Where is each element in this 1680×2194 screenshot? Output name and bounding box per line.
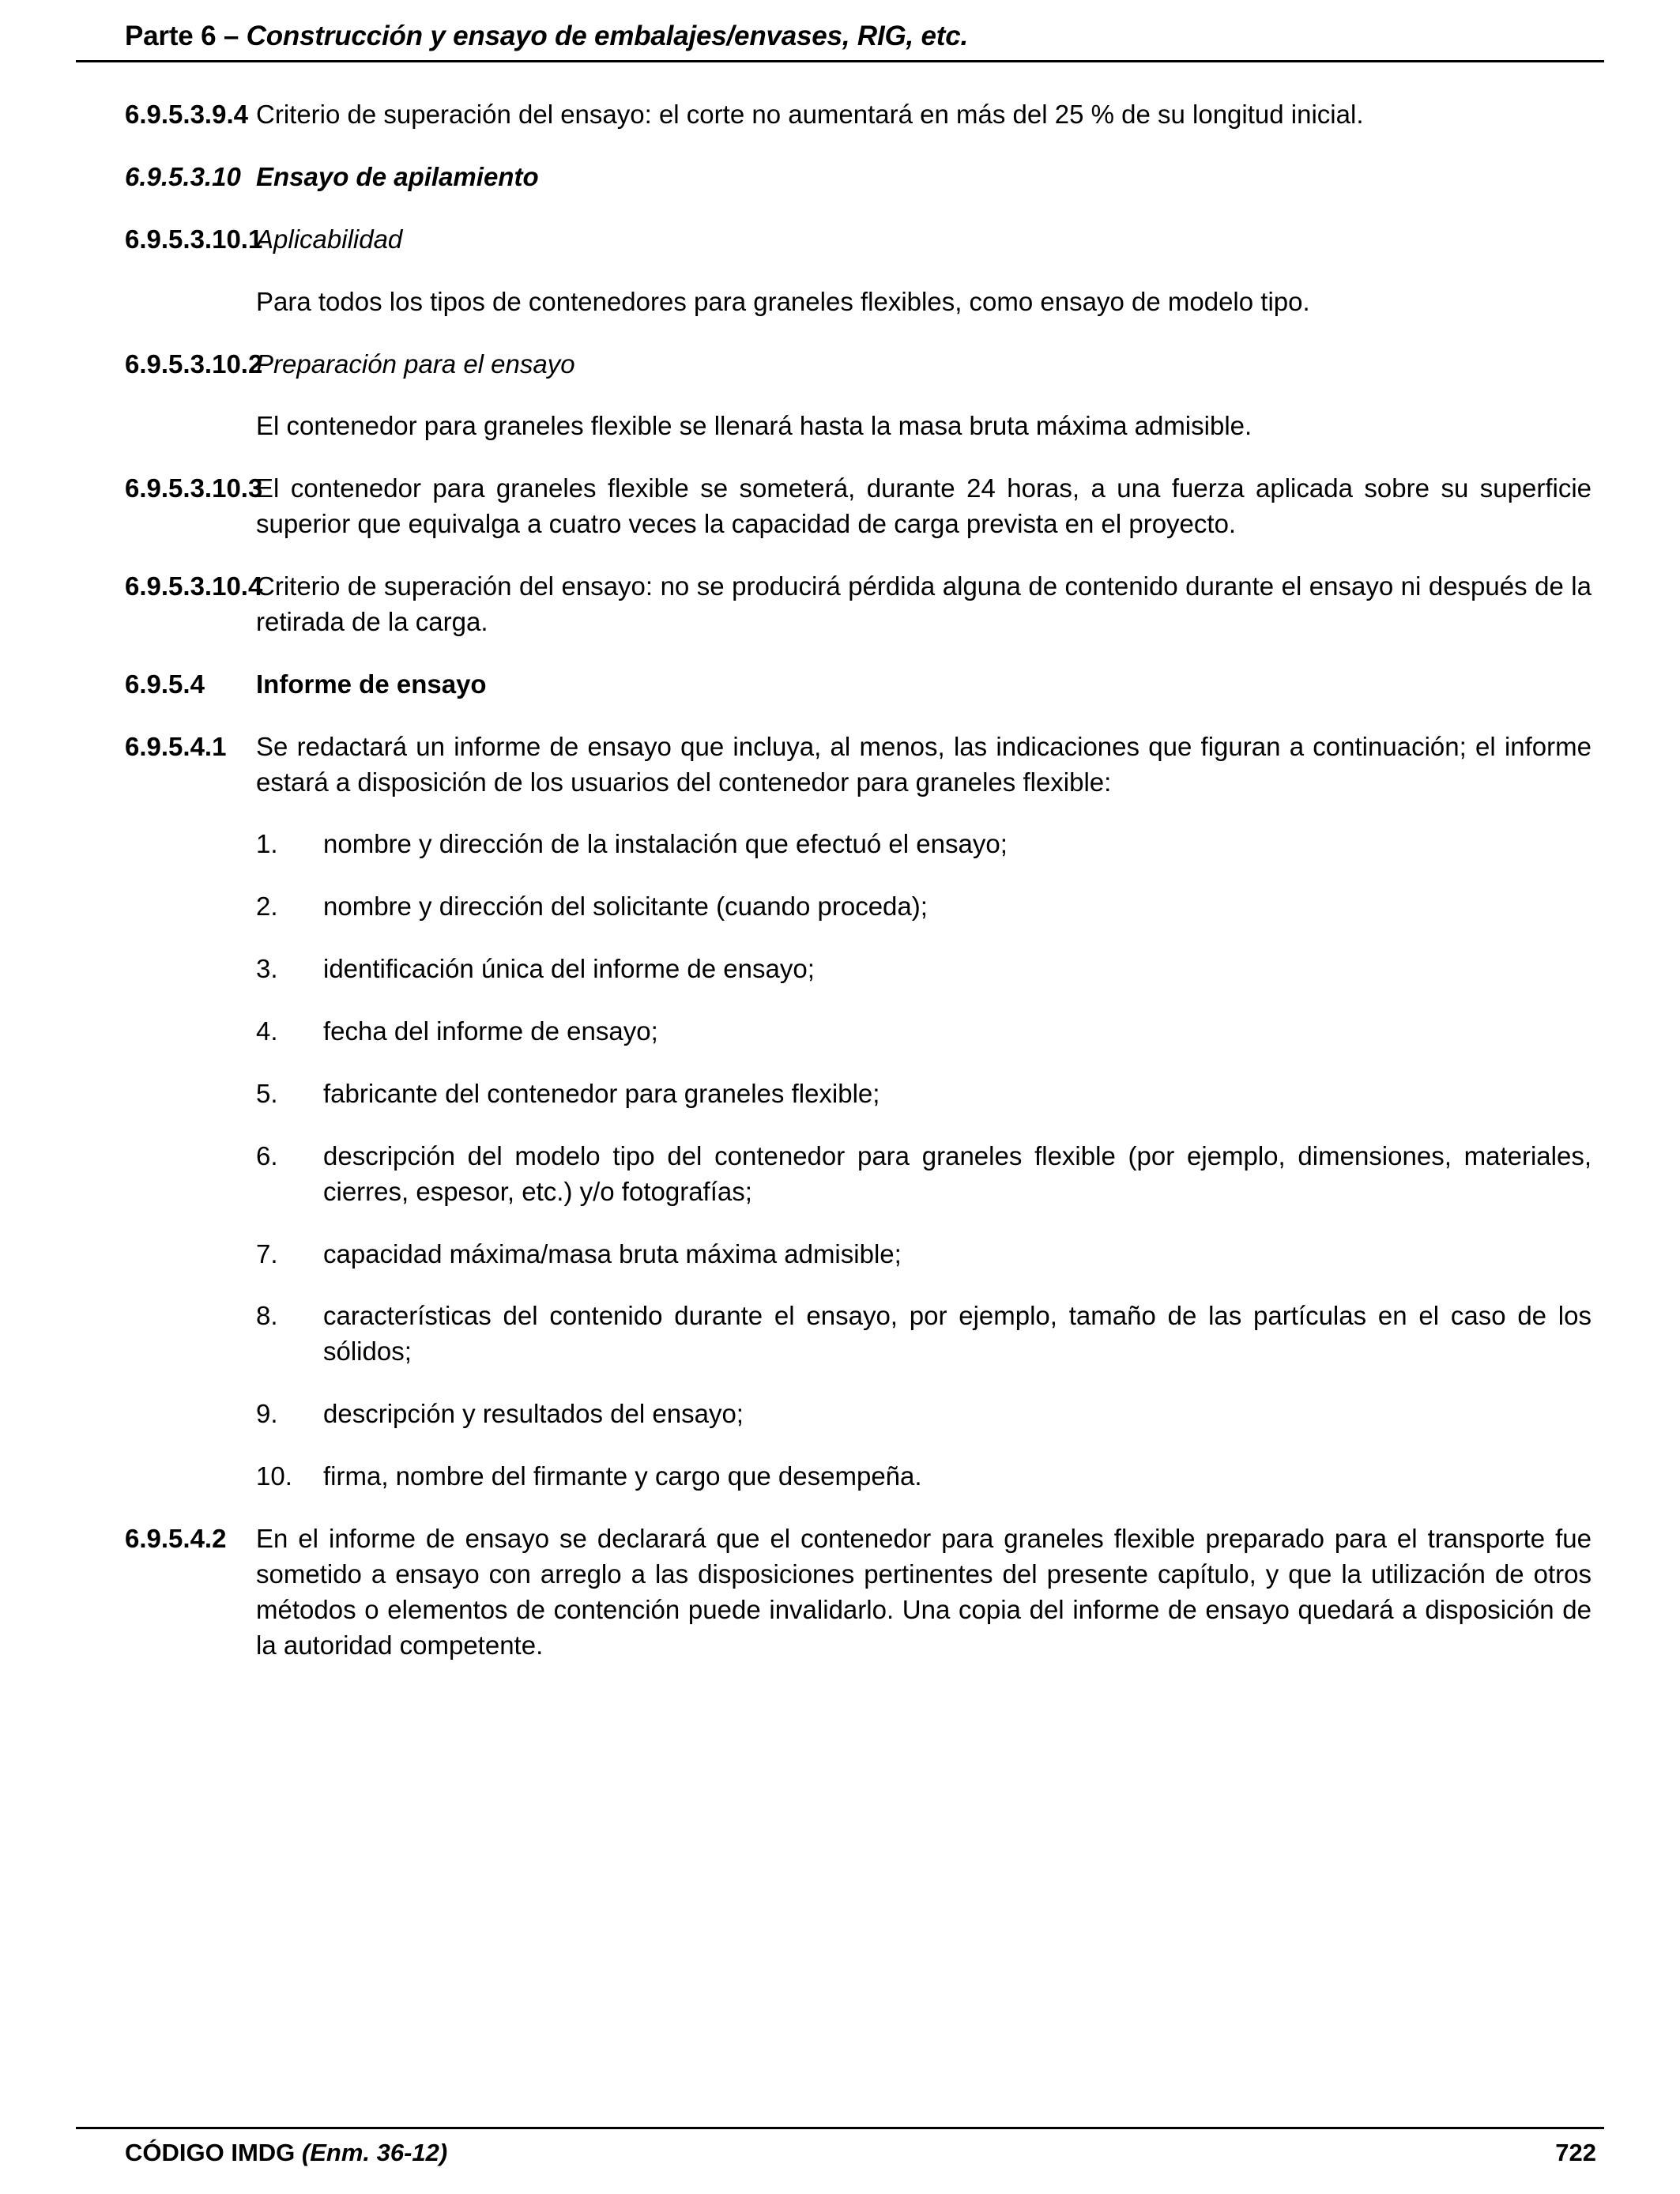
list-item xyxy=(76,889,1604,925)
list-item xyxy=(76,827,1604,862)
list-item-marker: 7. xyxy=(256,1238,278,1269)
clause-heading-text: Aplicabilidad xyxy=(256,224,403,254)
clause-text: Para todos los tipos de contenedores para graneles flexibles, como ensayo de modelo tipo. xyxy=(256,286,1310,316)
clause-number: 6.9.5.4.1 xyxy=(125,731,227,761)
list-item xyxy=(76,1459,1604,1495)
clause-text: El contenedor para graneles flexible se someterá, durante 24 horas, a una fuerza aplicada sobre su superficie superior que equivalga a cuatro veces la capacidad de carga prevista en el proyecto. xyxy=(256,473,1591,539)
clause-6-9-5-3-10-1 xyxy=(76,222,1604,258)
list-item-marker: 6. xyxy=(256,1140,278,1171)
list-item-text: fabricante del contenedor para graneles flexible; xyxy=(323,1078,880,1108)
clause-number: 6.9.5.3.10.4 xyxy=(125,571,263,601)
list-item-marker: 5. xyxy=(256,1078,278,1108)
list-item-text: firma, nombre del firmante y cargo que desempeña. xyxy=(323,1461,922,1491)
clause-heading-text: Preparación para el ensayo xyxy=(256,349,575,379)
list-item-marker: 1. xyxy=(256,829,278,859)
header-title xyxy=(125,21,1604,52)
clause-6-9-5-3-10-1-paragraph xyxy=(76,285,1604,320)
list-item-marker: 10. xyxy=(256,1461,292,1491)
list-item-marker: 2. xyxy=(256,892,278,922)
list-item-text: descripción y resultados del ensayo; xyxy=(323,1399,744,1429)
clause-number: 6.9.5.3.9.4 xyxy=(125,100,248,129)
clause-text: Criterio de superación del ensayo: no se producirá pérdida alguna de contenido durante el ensayo ni después de la retirada de la carga. xyxy=(256,571,1591,636)
clause-number: 6.9.5.4.2 xyxy=(125,1523,227,1553)
list-item-marker: 3. xyxy=(256,954,278,984)
list-item-marker: 9. xyxy=(256,1399,278,1429)
page-header xyxy=(76,21,1604,62)
list-item xyxy=(76,1076,1604,1112)
footer-amendment: (Enm. 36-12) xyxy=(301,2139,448,2166)
list-item-text: descripción del modelo tipo del contenedor para graneles flexible (por ejemplo, dimensiones, materiales, cierres, espesor, etc.) y/o fotografías; xyxy=(323,1140,1591,1206)
clause-6-9-5-3-10-4 xyxy=(76,569,1604,640)
clause-6-9-5-3-10-2-paragraph xyxy=(76,409,1604,444)
clause-number: 6.9.5.3.10 xyxy=(125,161,241,191)
clause-text: Se redactará un informe de ensayo que incluya, al menos, las indicaciones que figuran a continuación; el informe estará a disposición de los usuarios del contenedor para graneles flexible: xyxy=(256,731,1591,797)
list-item-text: nombre y dirección del solicitante (cuando proceda); xyxy=(323,892,928,922)
clause-text: Criterio de superación del ensayo: el corte no aumentará en más del 25 % de su longitud inicial. xyxy=(256,100,1364,129)
page-number: 722 xyxy=(1555,2139,1596,2166)
clause-text: En el informe de ensayo se declarará que el contenedor para graneles flexible preparado para el transporte fue sometido a ensayo con arreglo a las disposiciones pertinentes del presente capítulo, y que la utilización de otros métodos o elementos de contención puede invalidarlo. Una copia del informe de ensayo quedará a disposición de la autoridad competente. xyxy=(256,1523,1591,1660)
list-item xyxy=(76,1014,1604,1050)
clause-6-9-5-3-10-2 xyxy=(76,347,1604,383)
list-item-marker: 4. xyxy=(256,1016,278,1046)
clause-heading-text: Ensayo de apilamiento xyxy=(256,161,539,191)
clause-text: El contenedor para graneles flexible se llenará hasta la masa bruta máxima admisible. xyxy=(256,411,1252,441)
list-item-text: nombre y dirección de la instalación que efectuó el ensayo; xyxy=(323,829,1008,859)
header-part-label: Parte 6 – xyxy=(125,21,247,51)
clause-heading-text: Informe de ensayo xyxy=(256,669,487,699)
clause-6-9-5-3-9-4 xyxy=(76,97,1604,133)
clause-number: 6.9.5.3.10.1 xyxy=(125,224,263,254)
header-part-title: Construcción y ensayo de embalajes/envases, RIG, etc. xyxy=(246,21,969,51)
list-item-text: características del contenido durante el ensayo, por ejemplo, tamaño de las partículas en el caso de los sólidos; xyxy=(323,1301,1591,1367)
page-footer xyxy=(76,2127,1604,2167)
list-item-text: capacidad máxima/masa bruta máxima admisible; xyxy=(323,1238,902,1269)
list-item xyxy=(76,1237,1604,1272)
list-item xyxy=(76,1299,1604,1370)
list-item-marker: 8. xyxy=(256,1301,278,1331)
clause-number: 6.9.5.3.10.2 xyxy=(125,349,263,379)
clause-number: 6.9.5.3.10.3 xyxy=(125,473,263,503)
list-item-text: identificación única del informe de ensayo; xyxy=(323,954,815,984)
clause-6-9-5-3-10-3 xyxy=(76,471,1604,542)
clause-6-9-5-4-1 xyxy=(76,729,1604,801)
clause-6-9-5-3-10 xyxy=(76,160,1604,195)
footer-code xyxy=(125,2139,447,2167)
list-item xyxy=(76,1397,1604,1432)
report-contents-list xyxy=(76,827,1604,1495)
list-item xyxy=(76,952,1604,987)
list-item-text: fecha del informe de ensayo; xyxy=(323,1016,658,1046)
footer-code-label: CÓDIGO IMDG xyxy=(125,2139,302,2166)
list-item xyxy=(76,1139,1604,1210)
clause-number: 6.9.5.4 xyxy=(125,669,205,699)
clause-6-9-5-4-2 xyxy=(76,1521,1604,1664)
clause-6-9-5-4 xyxy=(76,667,1604,703)
